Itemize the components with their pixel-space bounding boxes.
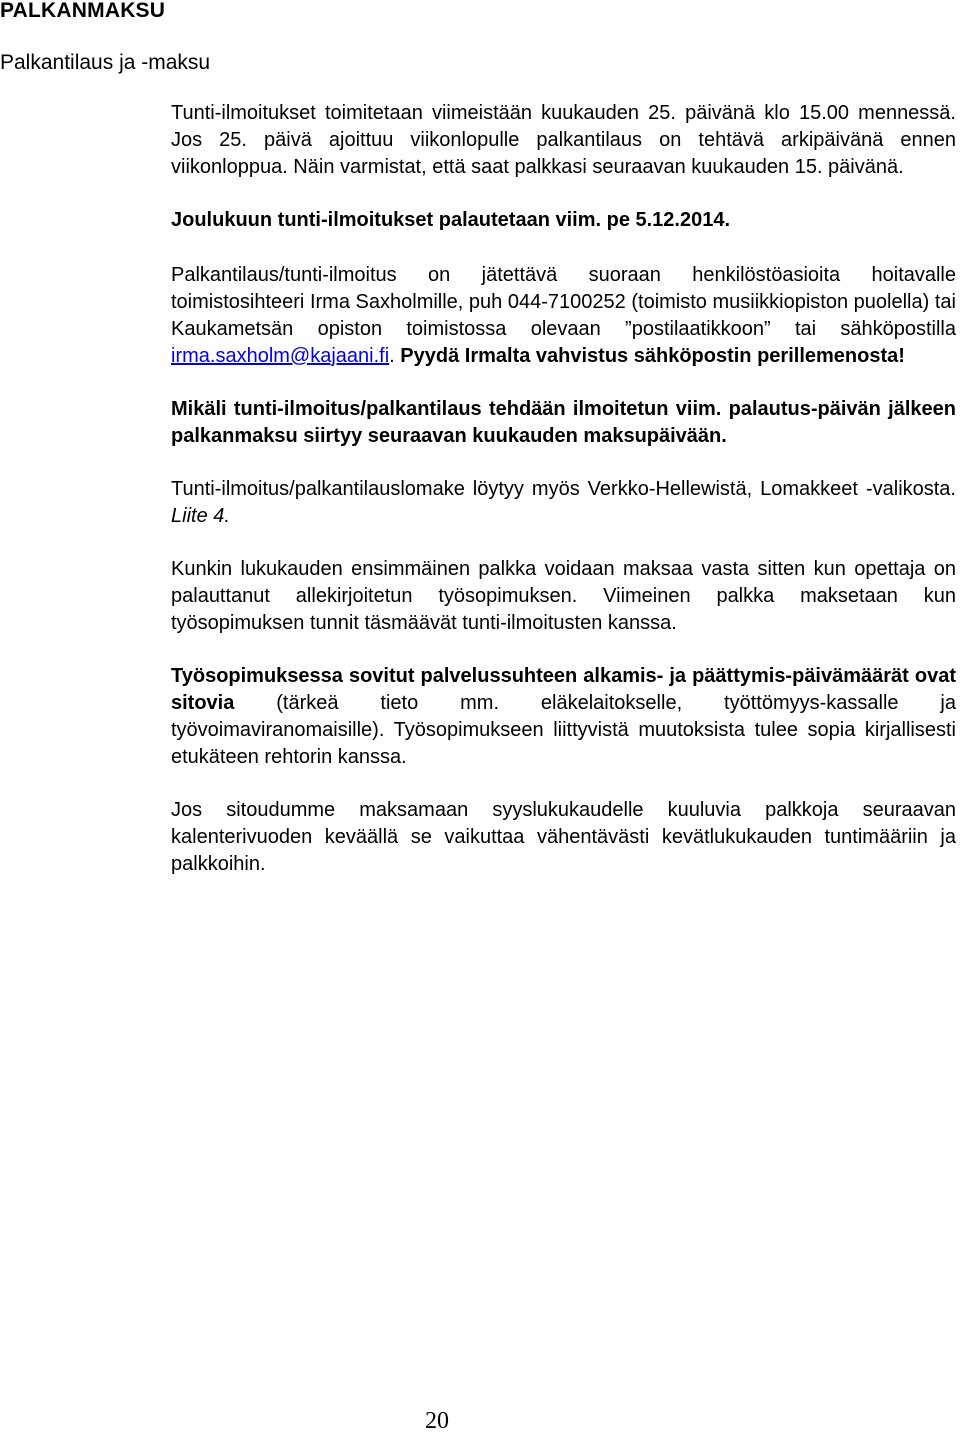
form-location-text: Tunti-ilmoitus/palkantilauslomake löytyy myös Verkko-Hellewistä, Lomakkeet -valikosta. — [171, 478, 956, 500]
paragraph-deadline: Tunti-ilmoitukset toimitetaan viimeistään kuukauden 25. päivänä klo 15.00 mennessä. Jos 25. päivä ajoittuu viikonlopulle palkantilaus on tehtävä arkipäivänä ennen viikonloppua. Näin varmistat, että saat palkkasi seuraavan kuukauden 15. päivänä. — [171, 102, 956, 178]
paragraph-december-deadline: Joulukuun tunti-ilmoitukset palautetaan viim. pe 5.12.2014. — [171, 209, 731, 231]
page-number: 20 — [425, 1408, 449, 1434]
paragraph-contract-dates — [171, 663, 956, 771]
paragraph-submission — [171, 262, 956, 370]
section-subtitle: Palkantilaus ja -maksu — [0, 51, 211, 74]
paragraph-first-salary: Kunkin lukukauden ensimmäinen palkka voidaan maksaa vasta sitten kun opettaja on palauttanut allekirjoitetun työsopimuksen. Viimeinen palkka maksetaan kun työsopimuksen tunnit täsmäävät tunti-ilmoitusten kanssa. — [171, 558, 956, 634]
paragraph-late-notice: Mikäli tunti-ilmoitus/palkantilaus tehdään ilmoitetun viim. palautus-päivän jälkeen palkanmaksu siirtyy seuraavan kuukauden maksupäivään. — [171, 398, 956, 447]
contract-dates-text: (tärkeä tieto mm. eläkelaitokselle, työttömyys-kassalle ja työvoimaviranomaisille). Työsopimukseen liittyvistä muutoksista tulee sopia kirjallisesti etukäteen rehtorin kanssa. — [171, 692, 956, 768]
email-link[interactable]: irma.saxholm@kajaani.fi — [171, 345, 390, 367]
submission-text: Palkantilaus/tunti-ilmoitus on jätettävä suoraan henkilöstöasioita hoitavalle toimistosihteeri Irma Saxholmille, puh 044-7100252 (toimisto musiikkiopiston puolella) tai Kaukametsän opiston toimistossa olevaan ”postilaatikkoon” tai sähköpostilla — [171, 264, 956, 340]
document-body — [171, 100, 956, 904]
attachment-reference: Liite 4. — [171, 505, 230, 527]
paragraph-form-location — [171, 476, 956, 530]
paragraph-autumn-salaries: Jos sitoudumme maksamaan syyslukukaudelle kuuluvia palkkoja seuraavan kalenterivuoden keväällä se vaikuttaa vähentävästi kevätlukukauden tuntimääriin ja palkkoihin. — [171, 799, 956, 875]
submission-after-link: . — [389, 345, 401, 367]
submission-confirmation: Pyydä Irmalta vahvistus sähköpostin perillemenosta! — [400, 345, 905, 367]
page-title: PALKANMAKSU — [0, 0, 166, 22]
contract-dates-bold: Työsopimuksessa sovitut palvelussuhteen alkamis- ja päättymis-päivämäärät ovat sitovia — [171, 665, 956, 714]
